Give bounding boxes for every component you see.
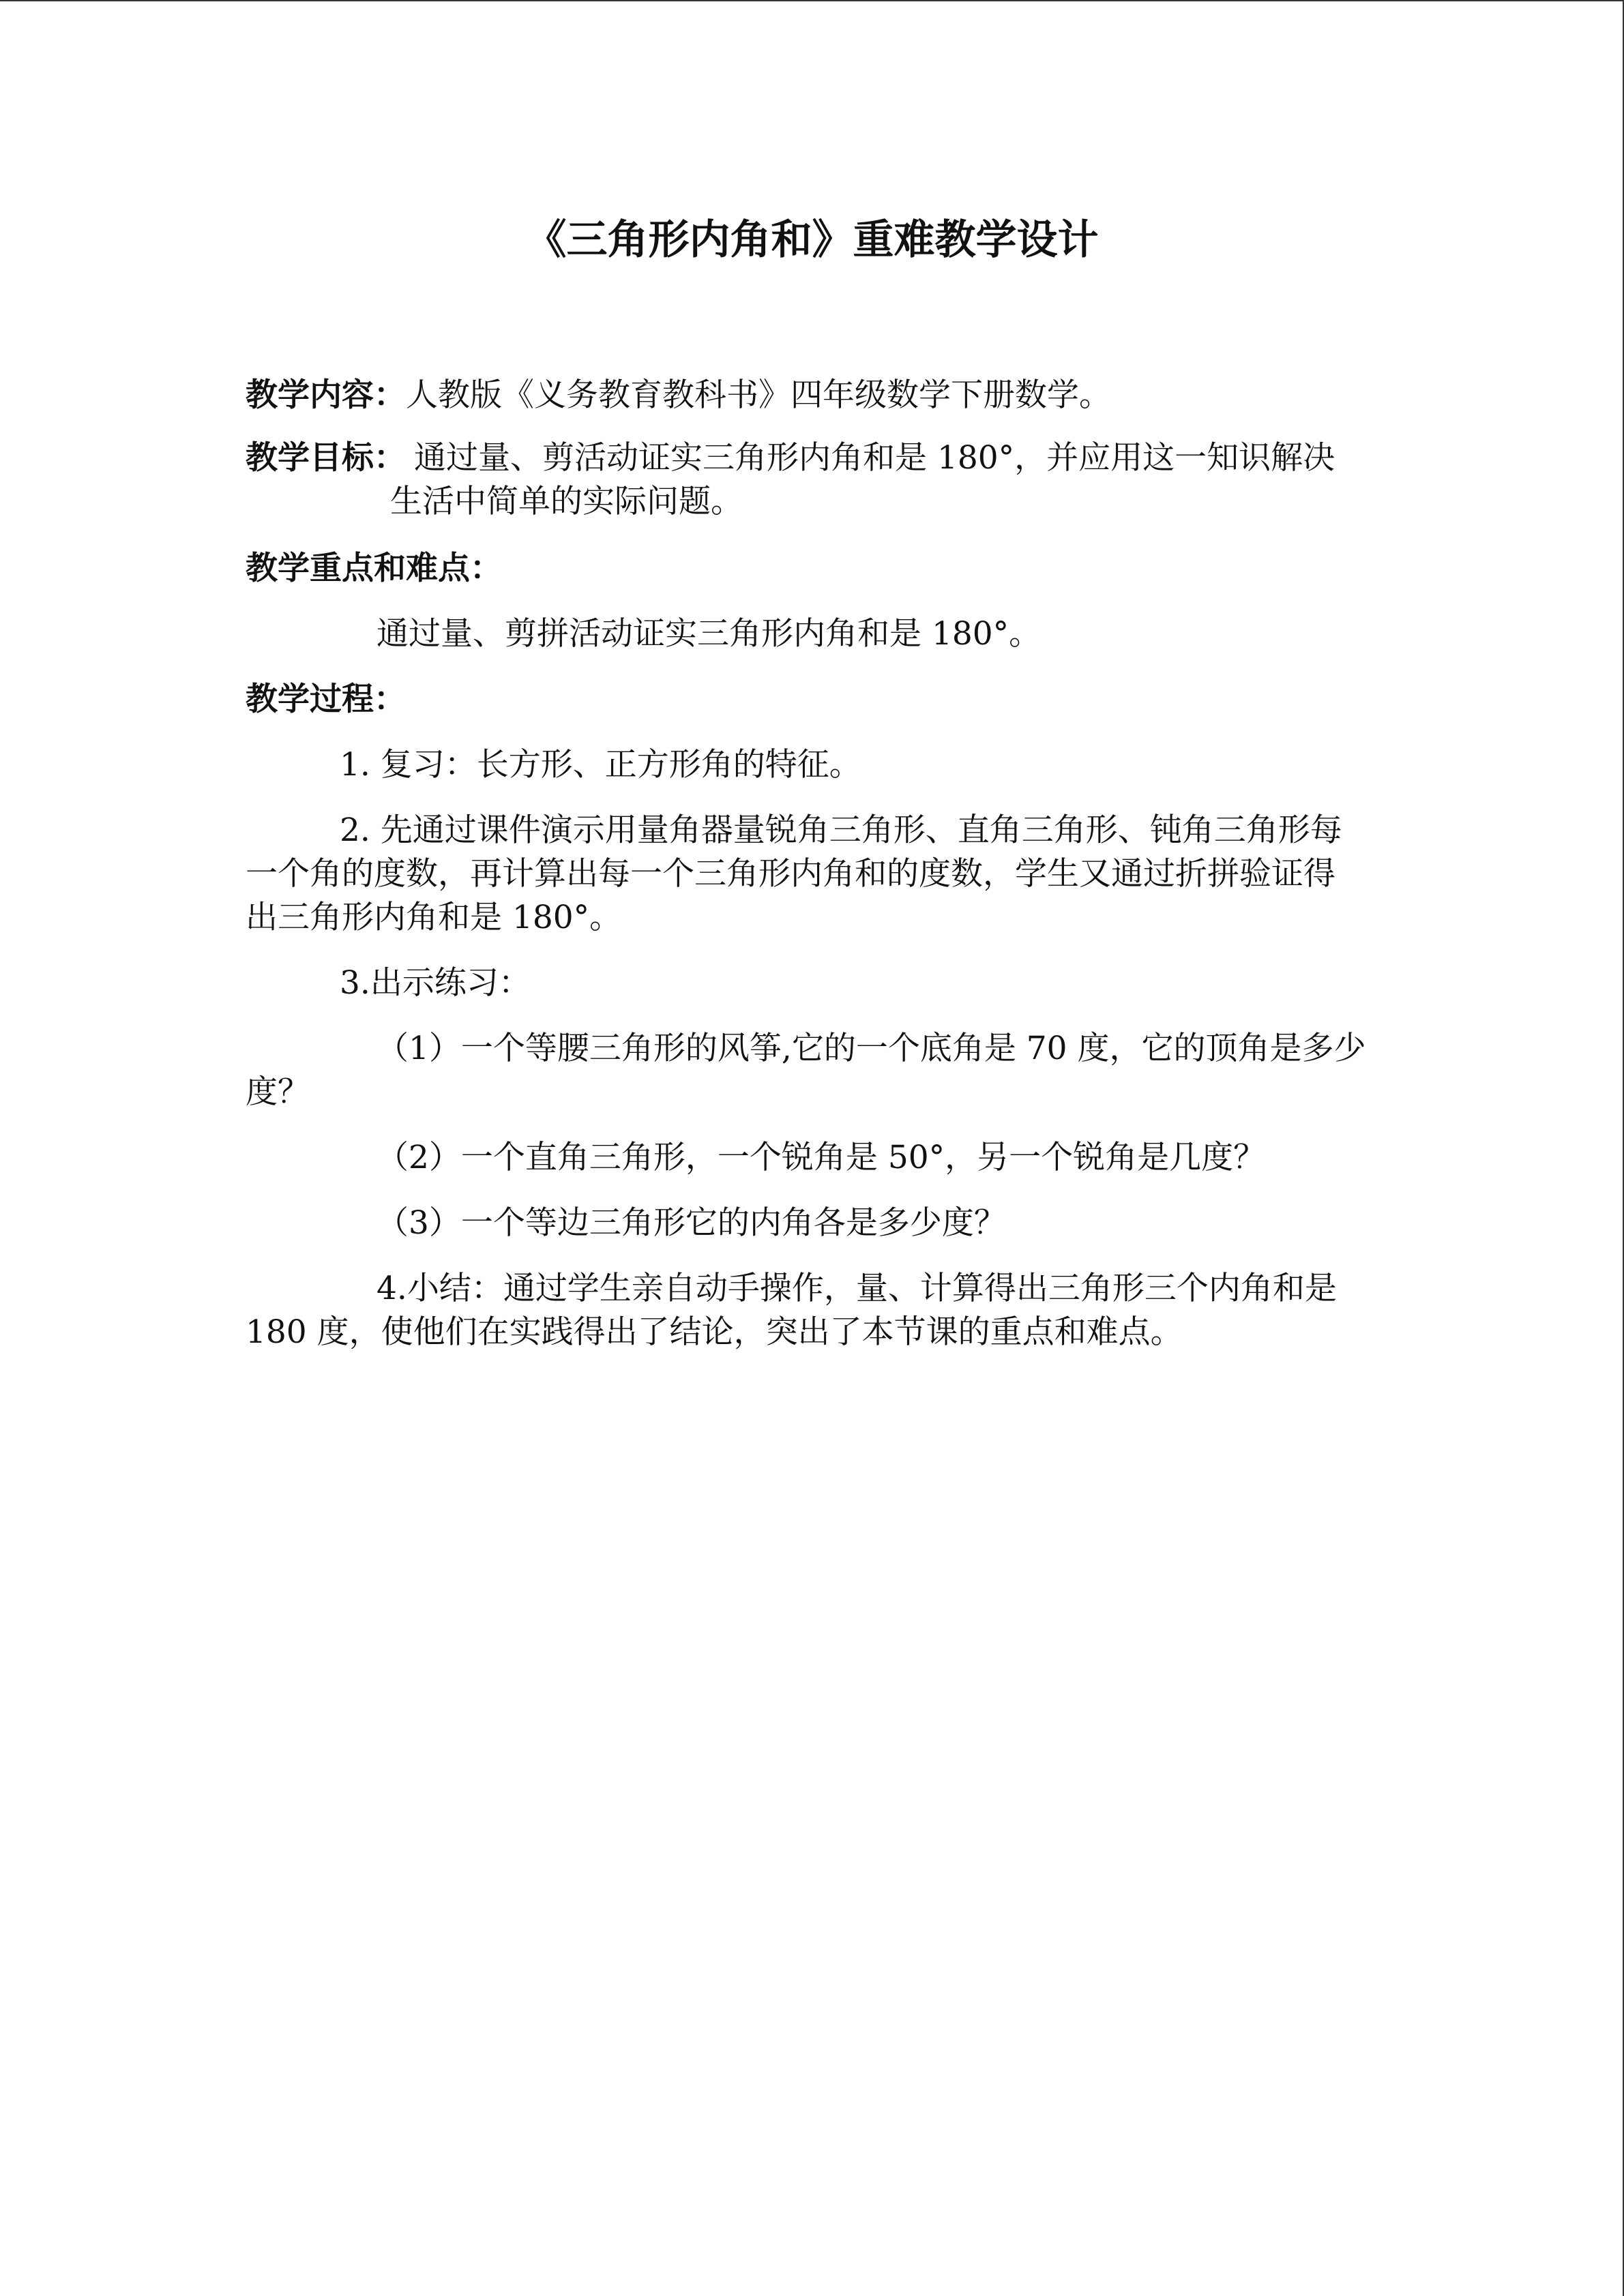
exercise-1-line-1 bbox=[377, 1027, 1502, 1071]
process-step-2-line-2 bbox=[246, 852, 1371, 896]
key-points-label: 教学重点和难点： bbox=[246, 550, 502, 587]
document-title: 《三角形内角和》重难教学设计 bbox=[525, 216, 1099, 264]
content-text: 人教版《义务教育教科书》四年级数学下册数学。 bbox=[406, 376, 1111, 414]
objective-line-2 bbox=[390, 480, 1516, 524]
process-step-4-line-1 bbox=[377, 1267, 1502, 1311]
objective-text-2: 生活中简单的实际问题。 bbox=[390, 483, 743, 520]
process-step-1-text: 1. 复习：长方形、正方形角的特征。 bbox=[340, 746, 861, 784]
process-step-2-line-1 bbox=[340, 809, 1465, 852]
process-step-3-text: 3.出示练习： bbox=[340, 964, 531, 1002]
exercise-3-text: （3）一个等边三角形它的内角各是多少度？ bbox=[377, 1204, 1006, 1242]
process-step-3 bbox=[340, 961, 1465, 1005]
exercise-2-text: （2）一个直角三角形，一个锐角是 50°，另一个锐角是几度？ bbox=[377, 1139, 1266, 1176]
content-label: 教学内容： bbox=[246, 376, 406, 414]
objective-label: 教学目标： bbox=[246, 439, 406, 477]
process-step-4-text-1: 4.小结：通过学生亲自动手操作，量、计算得出三角形三个内角和是 bbox=[377, 1270, 1337, 1307]
exercise-1-text-1: （1）一个等腰三角形的风筝,它的一个底角是 70 度，它的顶角是多少 bbox=[377, 1030, 1366, 1067]
process-step-2-line-3 bbox=[246, 896, 1371, 940]
process-step-1 bbox=[340, 743, 1465, 787]
process-step-2-text-2: 一个角的度数，再计算出每一个三角形内角和的度数，学生又通过折拼验证得 bbox=[246, 855, 1335, 893]
process-step-2-text-1: 2. 先通过课件演示用量角器量锐角三角形、直角三角形、钝角三角形每 bbox=[340, 811, 1342, 849]
content-line bbox=[246, 374, 1371, 417]
key-points-line bbox=[377, 612, 1502, 656]
exercise-1-text-2: 度？ bbox=[246, 1073, 310, 1111]
process-label: 教学过程： bbox=[246, 681, 406, 718]
exercise-3 bbox=[377, 1202, 1502, 1245]
process-step-2-text-3: 出三角形内角和是 180°。 bbox=[246, 899, 622, 936]
exercise-2 bbox=[377, 1136, 1502, 1180]
key-points-text: 通过量、剪拼活动证实三角形内角和是 180°。 bbox=[377, 615, 1042, 653]
key-points-heading bbox=[246, 547, 1371, 591]
objective-line-1 bbox=[246, 436, 1371, 480]
objective-text-1: 通过量、剪活动证实三角形内角和是 180°，并应用这一知识解决 bbox=[414, 439, 1335, 477]
process-step-4-text-2: 180 度，使他们在实践得出了结论，突出了本节课的重点和难点。 bbox=[246, 1313, 1183, 1351]
process-step-4-line-2 bbox=[246, 1311, 1371, 1354]
process-heading bbox=[246, 678, 1371, 721]
exercise-1-line-2 bbox=[246, 1071, 1371, 1114]
